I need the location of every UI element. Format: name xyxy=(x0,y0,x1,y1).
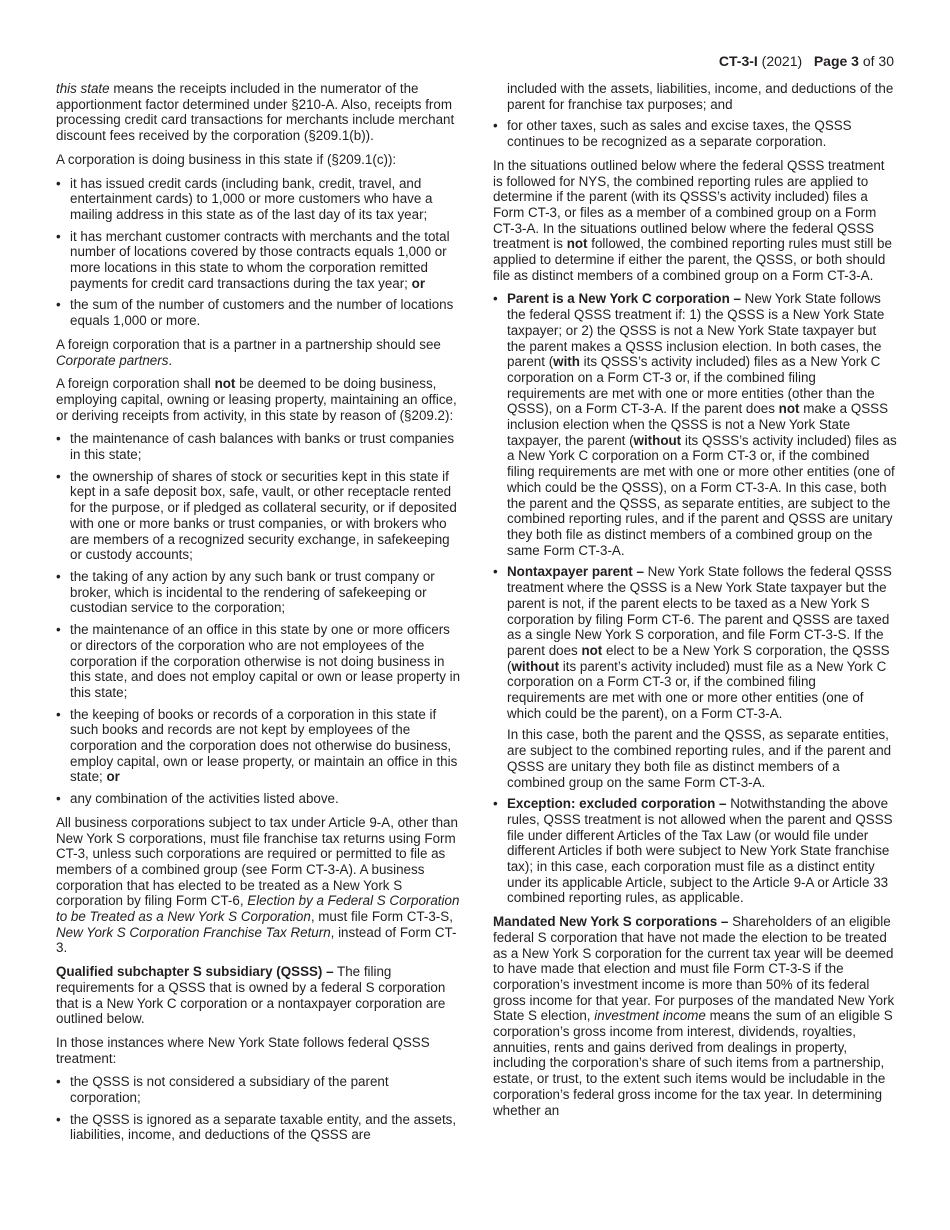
list-item: • for other taxes, such as sales and excise taxes, the QSSS continues to be recognized as a separate corporation. xyxy=(493,118,897,149)
list-item: • the maintenance of cash balances with banks or trust companies in this state; xyxy=(56,431,462,462)
list-item: • Parent is a New York C corporation – New York State follows the federal QSSS treatment if: 1) the QSSS is a New York State taxpayer; or 2) the QSSS is not a New York State taxpayer but the parent makes a QSSS inclusion election. In both cases, the parent (with its QSSS’s activity included) files as a New York C corporation on a Form CT-3 or, if the combined filing requirements are met with one or more entities (other than the QSSS), on a Form CT-3-A. If the parent does not make a QSSS inclusion election when the QSSS is not a New York State taxpayer, the parent (without its QSSS’s activity included) files as a New York C corporation on a Form CT-3 or, if the combined filing requirements are met with one or more other entities (one of which could be the QSSS), on a Form CT-3-A. In this case, both the parent and the QSSS, as separate entities, are subject to the combined reporting rules, and if the parent and QSSS are unitary they both file as distinct members of a combined group on the same Form CT-3-A. xyxy=(493,291,897,558)
page-header xyxy=(719,53,894,69)
list-item: • the QSSS is not considered a subsidiary of the parent corporation; xyxy=(56,1074,462,1105)
list-item: • the QSSS is ignored as a separate taxable entity, and the assets, liabilities, income, and deductions of the QSSS are xyxy=(56,1112,462,1143)
qsss-heading-paragraph: Qualified subchapter S subsidiary (QSSS) – The filing requirements for a QSSS that is owned by a federal S corporation that is a New York C corporation or a nontaxpayer corporation are outlined below. xyxy=(56,964,446,1027)
list-item: • it has issued credit cards (including bank, credit, travel, and entertainment cards) to 1,000 or more customers who have a mailing address in this state as of the last day of its tax year; xyxy=(56,176,462,223)
doing-business-intro: A corporation is doing business in this state if (§209.1(c)): xyxy=(56,151,397,167)
doing-business-list xyxy=(56,176,462,329)
combined-reporting-paragraph: In the situations outlined below where the federal QSSS treatment is followed for NYS, the combined reporting rules are applied to determine if the parent (with its QSSS’s activity included) files a Form CT-3, or files as a member of a combined group on a Form CT-3-A. In the situations outlined below where the federal QSSS treatment is not followed, the combined reporting rules must still be applied to determine if either the parent, the QSSS, or both should file as distinct members of a combined group on a Form CT-3-A. xyxy=(493,157,892,283)
right-column xyxy=(493,81,897,1126)
mandated-s-corp-paragraph: Mandated New York S corporations – Shareholders of an eligible federal S corporation that have not made the election to be treated as a New York S corporation for the current tax year will be deemed to have made that election and must file Form CT-3-S if the corporation’s investment income is more than 50% of its federal gross income for that year. For purposes of the mandated New York State S election, investment income means the sum of an eligible S corporation’s gross income from interest, dividends, royalties, annuities, rents and gains derived from dealings in property, including the corporation’s share of such items from a partnership, estate, or trust, to the extent such items would be includable in the corporation’s federal gross income for the tax year. In determining whether an xyxy=(493,914,895,1118)
list-item: • the sum of the number of customers and the number of locations equals 1,000 or more. xyxy=(56,297,462,328)
form-year: (2021) xyxy=(757,53,803,69)
list-item: • Exception: excluded corporation – Notwithstanding the above rules, QSSS treatment is not allowed when the parent and QSSS file under different Articles of the Tax Law (or would file under different Articles if both were subject to New York State franchise tax); in this case, each corporation must file as a distinct entity under its applicable Article, subject to the Article 9-A or Article 33 combined reporting rules, as applicable. xyxy=(493,796,897,906)
filing-requirements-paragraph: All business corporations subject to tax under Article 9-A, other than New York S corporations, must file franchise tax returns using Form CT-3, unless such corporations are required or permitted to file as members of a combined group (see Form CT-3-A). A business corporation that has elected to be treated as a New York S corporation by filing Form CT-6, Election by a Federal S Corporation to be Treated as a New York S Corporation, must file Form CT-3-S, New York S Corporation Franchise Tax Return, instead of Form CT-3. xyxy=(56,814,460,956)
page-total: of 30 xyxy=(858,53,894,69)
list-item: • Nontaxpayer parent – New York State follows the federal QSSS treatment where the QSSS is a New York State taxpayer but the parent is not, if the parent elects to be taxed as a New York S corporation by filing Form CT-6. The parent and QSSS are taxed as a single New York S corporation, and file Form CT-3-S. If the parent does not elect to be a New York S corporation, the QSSS (without its parent’s activity included) must file as a New York C corporation on a Form CT-3 or, if the combined filing requirements are met with one or more other entities (one of which could be the parent), on a Form CT-3-A. In this case, both the parent and the QSSS, as separate entities, are subject to the combined reporting rules, and if the parent and QSSS are unitary they both file as distinct members of a combined group on the same Form CT-3-A. xyxy=(493,564,897,790)
list-item: • the keeping of books or records of a corporation in this state if such books and records are not kept by employees of the corporation and the corporation does not otherwise do business, employ capital, own or lease property, or maintain an office in this state; or xyxy=(56,707,462,786)
receipts-definition: this state means the receipts included in the numerator of the apportionment factor determined under §210-A. Also, receipts from processing credit card transactions for merchants include merchant discount fees received by the corporation (§209.1(b)). xyxy=(56,81,455,144)
list-item: • the maintenance of an office in this state by one or more officers or directors of the corporation who are not employees of the corporation if the corporation otherwise is not doing business in this state, and does not employ capital or own or lease property in this state; xyxy=(56,622,462,701)
partner-paragraph: A foreign corporation that is a partner in a partnership should see Corporate partners. xyxy=(56,336,441,368)
form-id: CT-3-I xyxy=(718,53,758,69)
list-item-subparagraph: In this case, both the parent and the QSSS, as separate entities, are subject to the combined reporting rules, and if the parent and QSSS are unitary they both file as distinct members of a combined group on the same Form CT-3-A. xyxy=(507,727,892,790)
list-item: • the taking of any action by any such bank or trust company or broker, which is incidental to the rendering of safekeeping or custodian service to the corporation; xyxy=(56,569,462,616)
qsss-treatment-list xyxy=(56,1074,462,1143)
page-number: Page 3 xyxy=(813,53,859,69)
list-item-continuation: included with the assets, liabilities, income, and deductions of the parent for franchise tax purposes; and xyxy=(507,81,894,112)
list-item: • any combination of the activities listed above. xyxy=(56,791,462,807)
qsss-treatment-list-continued xyxy=(493,81,897,150)
list-item: • the ownership of shares of stock or securities kept in this state if kept in a safe deposit box, safe, vault, or other receptacle rented for the purpose, or if pledged as collateral security, or if deposited with one or more banks or trust companies, or with brokers who are members of a recognized security exchange, in safekeeping or custody accounts; xyxy=(56,469,462,563)
left-column xyxy=(56,81,462,1151)
list-item: • it has merchant customer contracts with merchants and the total number of locations covered by those contracts equals 1,000 or more locations in this state to whom the corporation remitted payments for credit card transactions during the tax year; or xyxy=(56,229,462,292)
qsss-treatment-intro: In those instances where New York State follows federal QSSS treatment: xyxy=(56,1034,430,1066)
qsss-situations-list xyxy=(493,291,897,906)
not-doing-business-intro: A foreign corporation shall not be deemed to be doing business, employing capital, owning or leasing property, maintaining an office, or deriving receipts from activity, in this state by reason of (§209.2): xyxy=(56,376,457,423)
exempt-activities-list xyxy=(56,431,462,806)
